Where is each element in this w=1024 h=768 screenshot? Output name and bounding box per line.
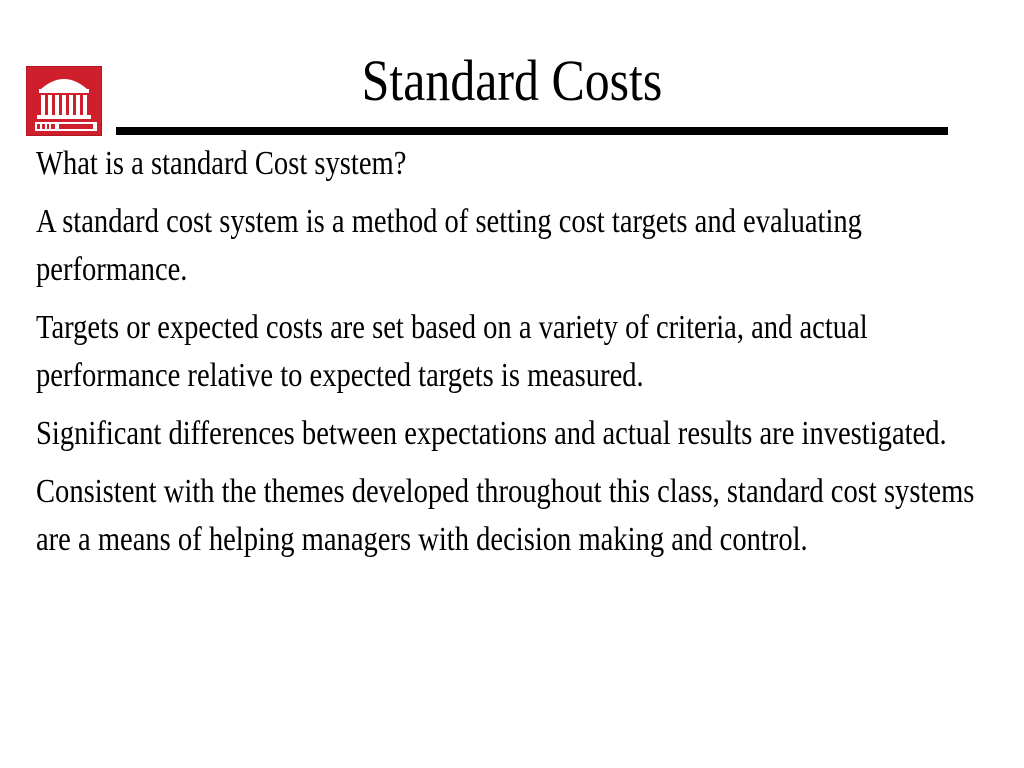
paragraph-differences: Significant differences between expectations and actual results are investigated. — [36, 415, 947, 452]
paragraph-targets: Targets or expected costs are set based on a variety of criteria, and actual performance relative to expected targets is measured. — [36, 309, 868, 394]
paragraph-question: What is a standard Cost system? — [36, 145, 407, 182]
title-underline — [116, 127, 948, 135]
slide-title: Standard Costs — [361, 48, 663, 113]
paragraph-themes: Consistent with the themes developed throughout this class, standard cost systems are a means of helping managers with decision making and control. — [36, 473, 975, 558]
paragraph-definition: A standard cost system is a method of setting cost targets and evaluating performance. — [36, 203, 862, 288]
slide-body — [36, 140, 1010, 574]
